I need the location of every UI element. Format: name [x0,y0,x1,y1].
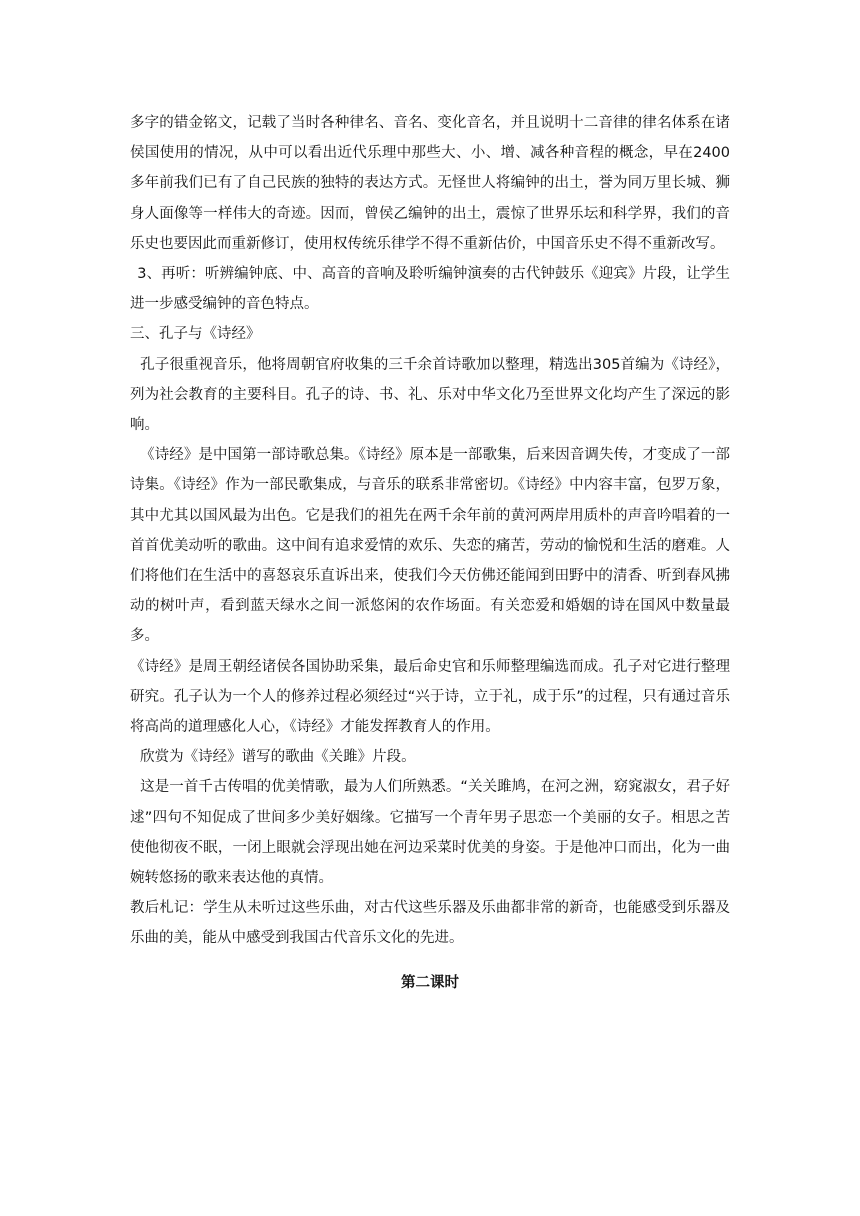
paragraph-teaching-notes: 教后札记：学生从未听过这些乐曲，对古代这些乐器及乐曲都非常的新奇，也能感受到乐器及乐曲的美，能从中感受到我国古代音乐文化的先进。 [130,900,730,947]
paragraph-confucius-music: 孔子很重视音乐，他将周朝官府收集的三千余首诗歌加以整理，精选出305首编为《诗经》，列为社会教育的主要科目。孔子的诗、书、礼、乐对中华文化乃至世界文化均产生了深远的影响。 [130,356,730,434]
paragraph-listen-again: 3、再听：听辨编钟底、中、高音的音响及聆听编钟演奏的古代钟鼓乐《迎宾》片段，让学生进一步感受编钟的音色特点。 [130,266,730,313]
section-title-confucius: 三、孔子与《诗经》 [130,326,261,343]
paragraph-bianzhong-inscription: 多字的错金铭文，记载了当时各种律名、音名、变化音名，并且说明十二音律的律名体系在诸侯国使用的情况，从中可以看出近代乐理中那些大、小、增、减各种音程的概念，早在2400多年前我们已有了自己民族的独特的表达方式。无怪世人将编钟的出土，誉为同万里长城、狮身人面像等一样伟大的奇迹。因而，曾侯乙编钟的出土，震惊了世界乐坛和科学界，我们的音乐史也要因此而重新修订，使用权传统乐律学不得不重新估价，中国音乐史不得不重新改写。 [130,115,730,252]
document-body [130,108,730,998]
paragraph-guanju: 这是一首千古传唱的优美情歌，最为人们所熟悉。“关关雎鸠，在河之洲，窈窕淑女，君子好逑”四句不知促成了世间多少美好姻缘。它描写一个青年男子思恋一个美丽的女子。相思之苦使他彻夜不眠，一闭上眼就会浮现出她在河边采菜时优美的身姿。于是他冲口而出，化为一曲婉转悠扬的歌来表达他的真情。 [130,779,730,887]
paragraph-shijing-compilation: 《诗经》是周王朝经诸侯各国协助采集，最后命史官和乐师整理编选而成。孔子对它进行整理研究。孔子认为一个人的修养过程必须经过“兴于诗，立于礼，成于乐”的过程，只有通过音乐将高尚的道理感化人心，《诗经》才能发挥教育人的作用。 [130,658,730,736]
paragraph-shijing-intro: 《诗经》是中国第一部诗歌总集。《诗经》原本是一部歌集，后来因音调失传，才变成了一部诗集。《诗经》作为一部民歌集成，与音乐的联系非常密切。《诗经》中内容丰富，包罗万象，其中尤其以国风最为出色。它是我们的祖先在两千余年前的黄河两岸用质朴的声音吟唱着的一首首优美动听的歌曲。这中间有追求爱情的欢乐、失恋的痛苦，劳动的愉悦和生活的磨难。人们将他们在生活中的喜怒哀乐直诉出来，使我们今天仿佛还能闻到田野中的清香、听到春风拂动的树叶声，看到蓝天绿水之间一派悠闲的农作场面。有关恋爱和婚姻的诗在国风中数量最多。 [130,447,730,645]
section-heading-second-lesson: 第二课时 [401,974,459,991]
paragraph-appreciation: 欣赏为《诗经》谱写的歌曲《关雎》片段。 [140,749,416,766]
